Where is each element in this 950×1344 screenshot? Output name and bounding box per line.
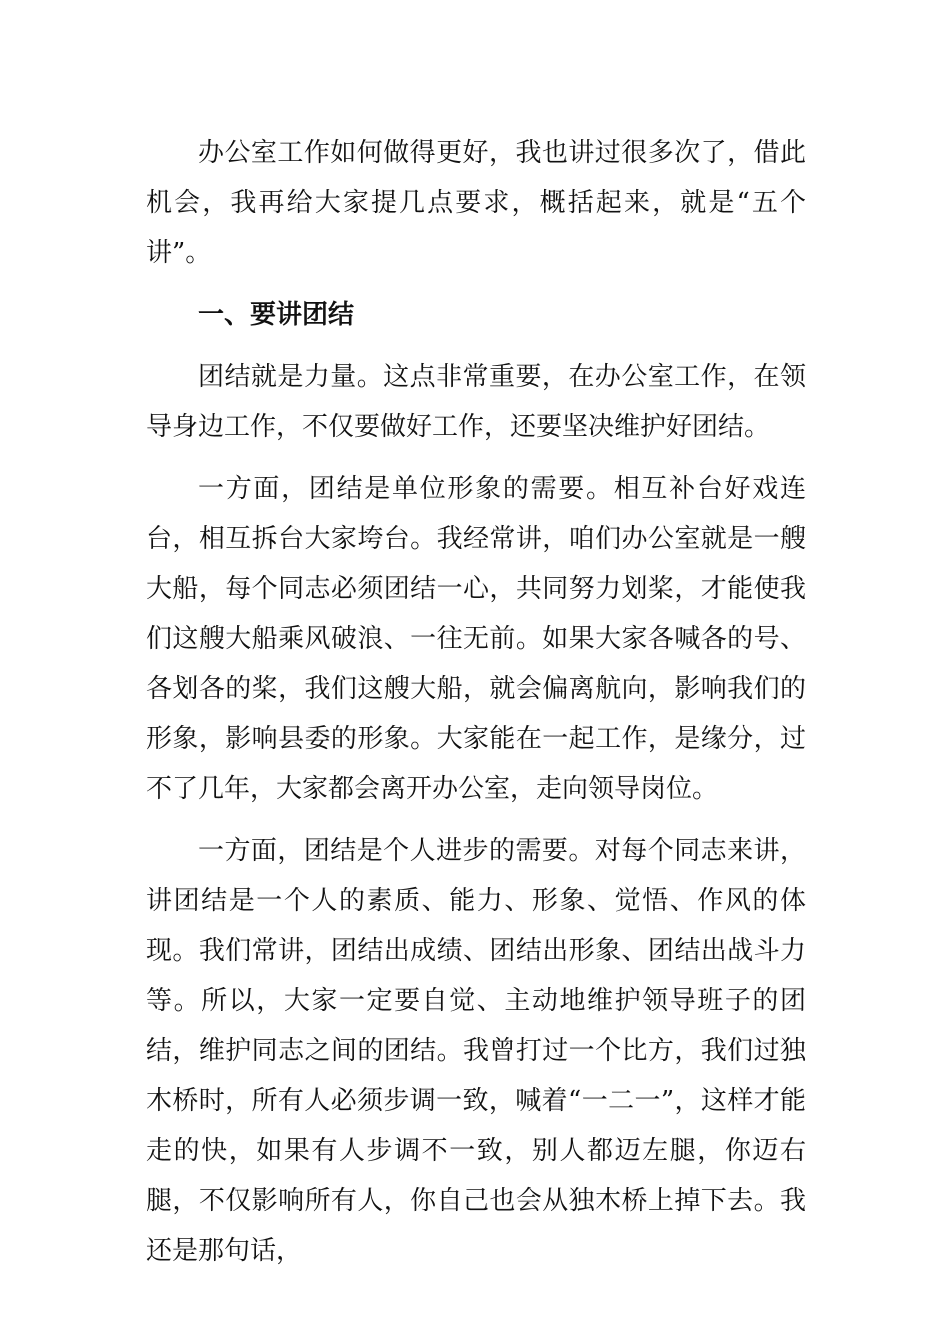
personal-progress-paragraph: 一方面，团结是个人进步的需要。对每个同志来讲，讲团结是一个人的素质、能力、形象、觉悟、作风的体现。我们常讲，团结出成绩、团结出形象、团结出战斗力等。所以，大家一定要自觉、主动地维护领导班子的团结，维护同志之间的团结。我曾打过一个比方，我们过独木桥时，所有人必须步调一致，喊着“一二一”，这样才能走的快，如果有人步调不一致，别人都迈左腿，你迈右腿，不仅影响所有人，你自己也会从独木桥上掉下去。我还是那句话，	[146, 836, 806, 1266]
unit-image-paragraph: 一方面，团结是单位形象的需要。相互补台好戏连台，相互拆台大家垮台。我经常讲，咱们办公室就是一艘大船，每个同志必须团结一心，共同努力划桨，才能使我们这艘大船乘风破浪、一往无前。如果大家各喊各的号、各划各的桨，我们这艘大船，就会偏离航向，影响我们的形象，影响县委的形象。大家能在一起工作，是缘分，过不了几年，大家都会离开办公室，走向领导岗位。	[146, 474, 806, 804]
document-body	[146, 128, 806, 1288]
section-heading: 一、要讲团结	[198, 300, 355, 330]
intro-paragraph: 办公室工作如何做得更好，我也讲过很多次了，借此机会，我再给大家提几点要求，概括起来，就是“五个讲”。	[146, 138, 806, 268]
unity-paragraph: 团结就是力量。这点非常重要，在办公室工作，在领导身边工作，不仅要做好工作，还要坚决维护好团结。	[146, 362, 806, 442]
